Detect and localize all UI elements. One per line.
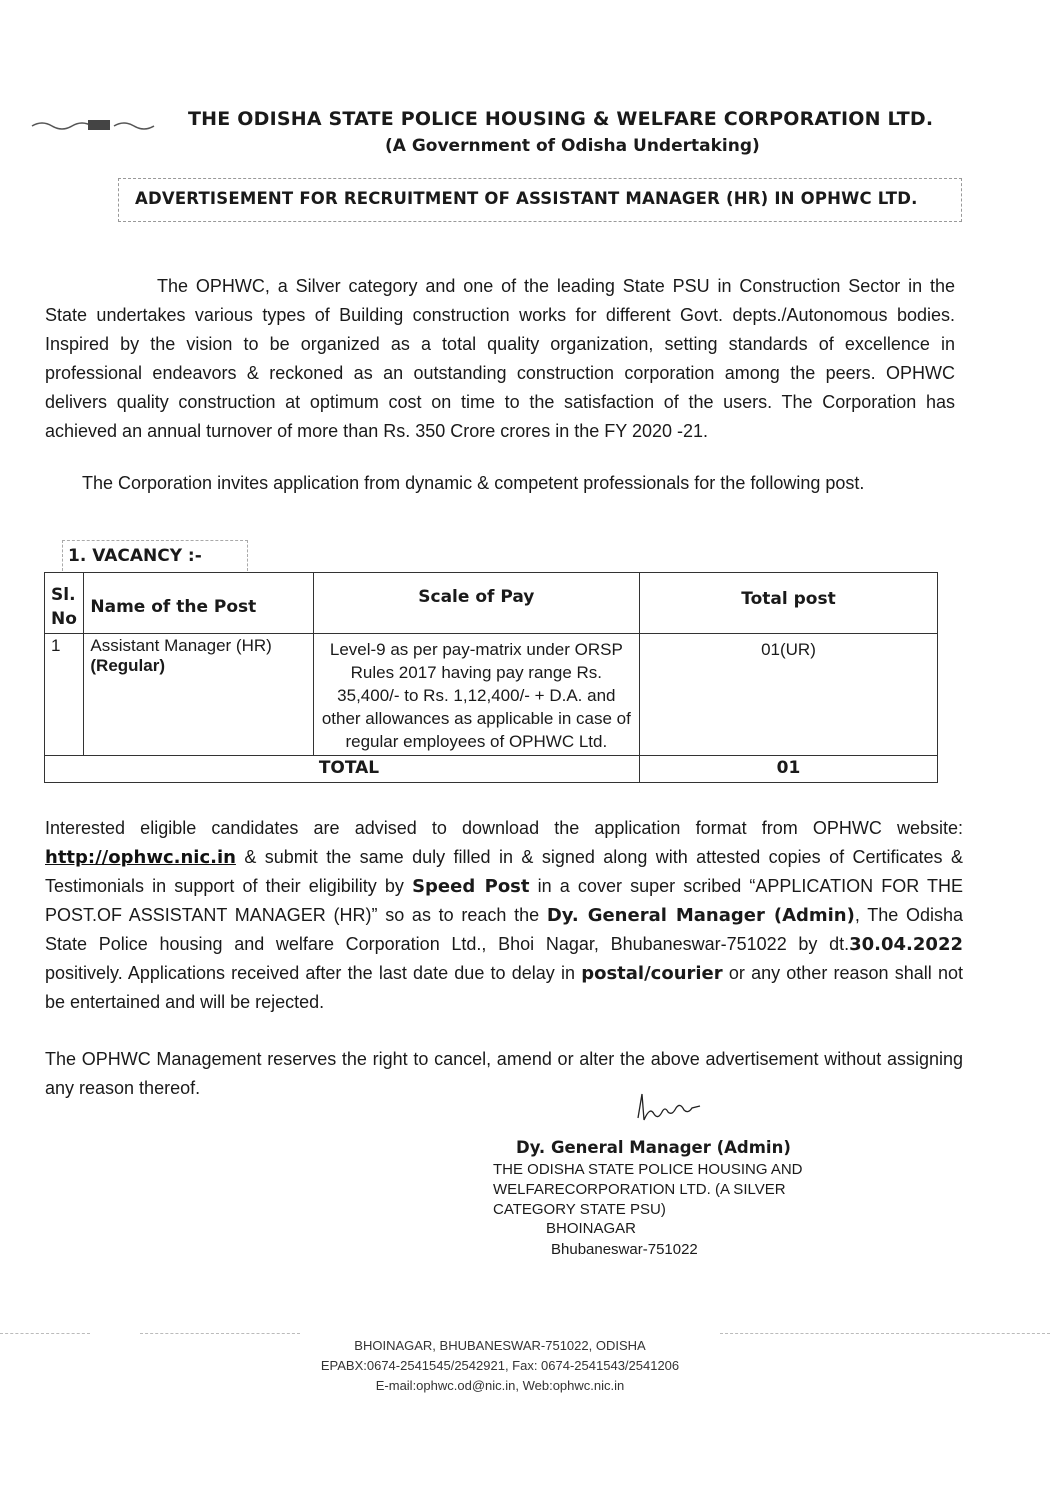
last-date: 30.04.2022 — [849, 934, 963, 955]
cell-sl: 1 — [45, 634, 84, 756]
dgm-text: Dy. General Manager (Admin) — [546, 905, 855, 926]
table-total-row — [45, 756, 938, 783]
table-row — [45, 634, 938, 756]
vacancy-table — [44, 572, 938, 783]
signatory-org-line-3: CATEGORY STATE PSU) — [493, 1201, 666, 1218]
total-value: 01 — [639, 756, 937, 783]
signatory-org-line-2: WELFARECORPORATION LTD. (A SILVER — [493, 1181, 786, 1198]
instructions-text-2: & submit the same duly filled in & signed along with attested copies of Certificates & Testimonials in support of their eligibility by — [45, 847, 963, 896]
header-total-post: Total post — [639, 573, 937, 634]
footer-line-phone: EPABX:0674-2541545/2542921, Fax: 0674-2541543/2541206 — [320, 1358, 680, 1373]
footer-address — [0, 1336, 1000, 1396]
logo-mark — [30, 118, 160, 132]
footer-divider-left — [0, 1333, 90, 1335]
header-no-text: No — [51, 609, 77, 629]
website-link[interactable]: http://ophwc.nic.in — [45, 847, 236, 868]
vacancy-heading: 1. VACANCY :- — [68, 546, 202, 566]
org-subtitle: (A Government of Odisha Undertaking) — [385, 136, 760, 156]
signatory-title: Dy. General Manager (Admin) — [516, 1138, 791, 1157]
speed-post-text: Speed Post — [412, 876, 530, 897]
postal-courier-text: postal/courier — [581, 963, 723, 984]
cell-post — [84, 634, 313, 756]
signatory-org-line-5: Bhubaneswar-751022 — [551, 1241, 698, 1258]
header-sl-text: Sl. — [51, 585, 76, 605]
cell-scale-of-pay: Level-9 as per pay-matrix under ORSP Rules 2017 having pay range Rs. 35,400/- to Rs. 1,12,400/- + D.A. and other allowances as applicable in case of regular employees of OPHWC Ltd. — [313, 634, 639, 756]
signature-image — [630, 1088, 730, 1128]
instructions-text-6: or any other reason shall not be entertained and will be rejected. — [45, 963, 964, 1012]
instructions-text-5: positively. Applications received after the last date due to delay in — [45, 963, 582, 983]
signatory-org-line-1: THE ODISHA STATE POLICE HOUSING AND — [493, 1161, 803, 1178]
intro-paragraph: The OPHWC, a Silver category and one of the leading State PSU in Construction Sector in the State undertakes various types of Building construction works for different Govt. depts./Autonomous bodies. Inspired by the vision to be organized as a total quality organization, setting standards of excellence in professional endeavors & reckoned as an outstanding construction corporation among the peers. OPHWC delivers quality construction at optimum cost on time to the satisfaction of the users. The Corporation has achieved an annual turnover of more than Rs. 350 Crore crores in the FY 2020 -21. — [45, 276, 955, 441]
footer-divider-mid — [140, 1333, 300, 1335]
post-title: Assistant Manager (HR) — [90, 636, 272, 655]
signatory-org-line-4: BHOINAGAR — [546, 1220, 637, 1237]
post-type: (Regular) — [90, 656, 166, 675]
advert-title: ADVERTISEMENT FOR RECRUITMENT OF ASSISTANT MANAGER (HR) IN OPHWC LTD. — [135, 189, 918, 208]
header-sl-no — [45, 573, 84, 634]
header-scale-of-pay: Scale of Pay — [313, 573, 639, 634]
total-label: TOTAL — [45, 756, 640, 783]
invitation-paragraph: The Corporation invites application from dynamic & competent professionals for the following post. — [82, 473, 865, 493]
instructions-text-1: Interested eligible candidates are advised to download the application format from OPHWC website: — [45, 818, 963, 838]
table-header-row — [45, 573, 938, 634]
footer-line-address: BHOINAGAR, BHUBANESWAR-751022, ODISHA — [354, 1338, 646, 1353]
header-post-name: Name of the Post — [84, 573, 313, 634]
instructions-text-3: in a cover super scribed “APPLICATION FOR THE POST.OF ASSISTANT MANAGER (HR)” so as to reach the — [45, 876, 964, 925]
org-name: THE ODISHA STATE POLICE HOUSING & WELFARE CORPORATION LTD. — [188, 108, 934, 130]
instructions-text-4: , The Odisha State Police housing and welfare Corporation Ltd., Bhoi Nagar, Bhubaneswar-751022 by dt. — [45, 905, 964, 954]
cell-total-post: 01(UR) — [639, 634, 937, 756]
footer-divider-right — [720, 1333, 1050, 1335]
reservation-clause: The OPHWC Management reserves the right to cancel, amend or alter the above advertisement without assigning any reason thereof. — [45, 1049, 963, 1098]
application-instructions — [45, 814, 963, 1017]
footer-line-email: E-mail:ophwc.od@nic.in, Web:ophwc.nic.in — [375, 1378, 625, 1393]
